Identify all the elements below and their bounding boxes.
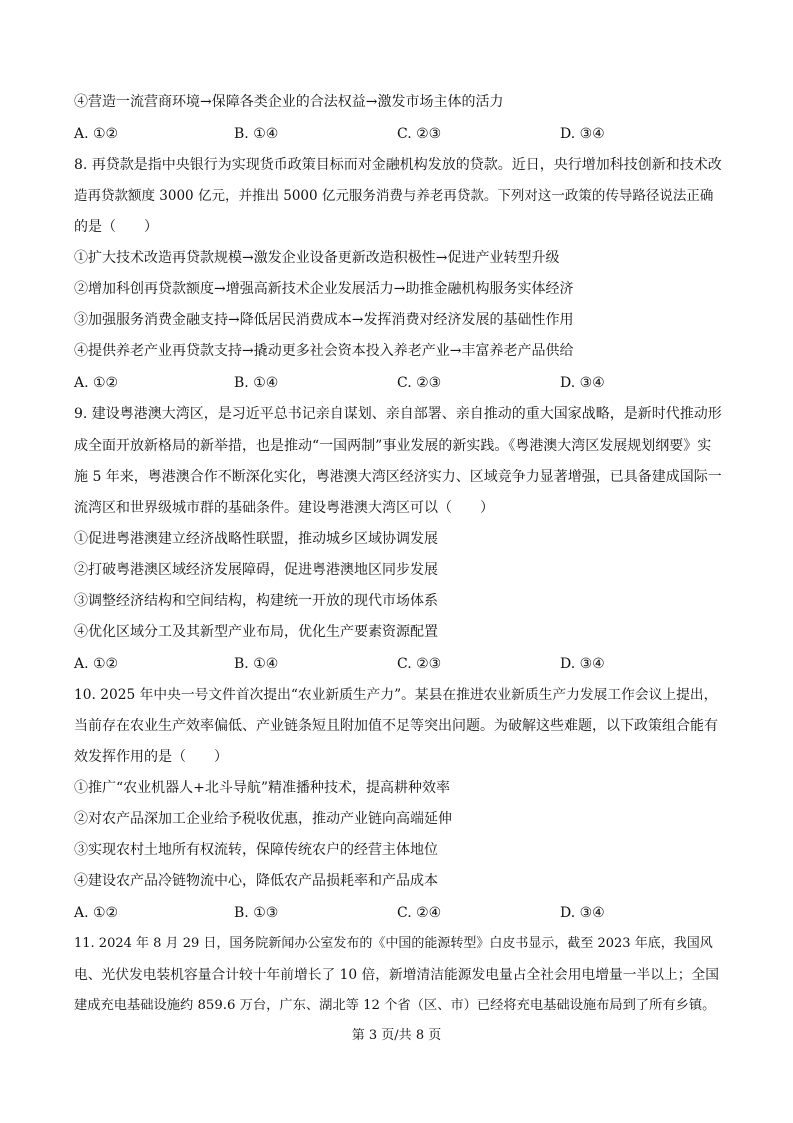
q10-options: [74, 903, 724, 923]
q11-stem-line-2: 电、光伏发电装机容量合计较十年前增长了 10 倍，新增清洁能源发电量占全社会用电增量一半以上；全国: [74, 967, 719, 983]
q7-option-c[interactable]: C. ②③: [397, 126, 442, 142]
q9-item-2: ②打破粤港澳区域经济发展障碍，促进粤港澳地区同步发展: [74, 562, 438, 578]
q8-item-3: ③加强服务消费金融支持→降低居民消费成本→发挥消费对经济发展的基础性作用: [74, 312, 574, 328]
q9-option-b[interactable]: B. ①④: [234, 656, 279, 672]
q10-option-a[interactable]: A. ①②: [74, 905, 119, 921]
q10-stem-line-3: 效发挥作用的是（ ）: [74, 749, 228, 765]
q8-option-c[interactable]: C. ②③: [397, 375, 442, 391]
q8-option-b[interactable]: B. ①④: [234, 375, 279, 391]
q8-item-4: ④提供养老产业再贷款支持→撬动更多社会资本投入养老产业→丰富养老产品供给: [74, 343, 574, 359]
q9-options: [74, 654, 724, 674]
q9-option-d[interactable]: D. ③④: [560, 656, 605, 672]
q8-option-a[interactable]: A. ①②: [74, 375, 119, 391]
q9-stem-line-4: 流湾区和世界级城市群的基础条件。建设粤港澳大湾区可以（ ）: [74, 500, 494, 516]
q10-stem-line-1: 10. 2025 年中央一号文件首次提出“农业新质生产力”。某县在推进农业新质生产力发展工作会议上提出，: [74, 687, 718, 703]
q8-option-d[interactable]: D. ③④: [560, 375, 605, 391]
q10-item-4: ④建设农产品冷链物流中心，降低农产品损耗率和产品成本: [74, 873, 438, 889]
q9-item-1: ①促进粤港澳建立经济战略性联盟，推动城乡区域协调发展: [74, 531, 438, 547]
q8-item-2: ②增加科创再贷款额度→增强高新技术企业发展活力→助推金融机构服务实体经济: [74, 281, 574, 297]
q11-stem-line-3: 建成充电基础设施约 859.6 万台，广东、湖北等 12 个省（区、市）已经将充电基础设施布局到了所有乡镇。: [74, 998, 716, 1013]
q11-stem-line-1: 11. 2024 年 8 月 29 日，国务院新闻办公室发布的《中国的能源转型》白皮书显示，截至 2023 年底，我国风: [74, 936, 713, 951]
q10-option-c[interactable]: C. ②④: [397, 905, 442, 921]
q8-options: [74, 373, 724, 393]
q8-item-1: ①扩大技术改造再贷款规模→激发企业设备更新改造积极性→促进产业转型升级: [74, 250, 560, 266]
q10-item-2: ②对农产品深加工企业给予税收优惠，推动产业链向高端延伸: [74, 811, 452, 827]
page-footer: 第 3 页/共 8 页: [351, 1028, 442, 1043]
q7-option-b[interactable]: B. ①④: [234, 126, 279, 142]
q7-item-4: ④营造一流营商环境→保障各类企业的合法权益→激发市场主体的活力: [74, 94, 504, 110]
q7-option-a[interactable]: A. ①②: [74, 126, 119, 142]
q9-stem-line-1: 9. 建设粤港澳大湾区，是习近平总书记亲自谋划、亲自部署、亲自推动的重大国家战略，是新时代推动形: [74, 406, 722, 422]
q9-option-c[interactable]: C. ②③: [397, 656, 442, 672]
q7-option-d[interactable]: D. ③④: [560, 126, 605, 142]
q10-stem-line-2: 当前存在农业生产效率偏低、产业链条短且附加值不足等突出问题。为破解这些难题，以下政策组合能有: [74, 718, 718, 734]
q9-stem-line-2: 成全面开放新格局的新举措，也是推动“一国两制”事业发展的新实践。《粤港澳大湾区发展规划纲要》实: [74, 438, 712, 454]
q10-option-b[interactable]: B. ①③: [234, 905, 279, 921]
q8-stem-line-2: 造再贷款额度 3000 亿元，并推出 5000 亿元服务消费与养老再贷款。下列对这一政策的传导路径说法正确: [74, 188, 714, 204]
q9-option-a[interactable]: A. ①②: [74, 656, 119, 672]
q10-item-1: ①推广“农业机器人+北斗导航”精准播种技术，提高耕种效率: [74, 780, 451, 796]
q10-item-3: ③实现农村土地所有权流转，保障传统农户的经营主体地位: [74, 842, 438, 858]
q9-item-3: ③调整经济结构和空间结构，构建统一开放的现代市场体系: [74, 593, 438, 609]
q8-stem-line-3: 的是（ ）: [74, 219, 158, 235]
q10-option-d[interactable]: D. ③④: [560, 905, 605, 921]
q8-stem-line-1: 8. 再贷款是指中央银行为实现货币政策目标而对金融机构发放的贷款。近日，央行增加科技创新和技术改: [74, 157, 722, 173]
q9-stem-line-3: 施 5 年来，粤港澳合作不断深化实化，粤港澳大湾区经济实力、区域竞争力显著增强，已具备建成国际一: [74, 469, 722, 485]
q9-item-4: ④优化区域分工及其新型产业布局，优化生产要素资源配置: [74, 624, 438, 640]
q7-options: [74, 124, 724, 144]
